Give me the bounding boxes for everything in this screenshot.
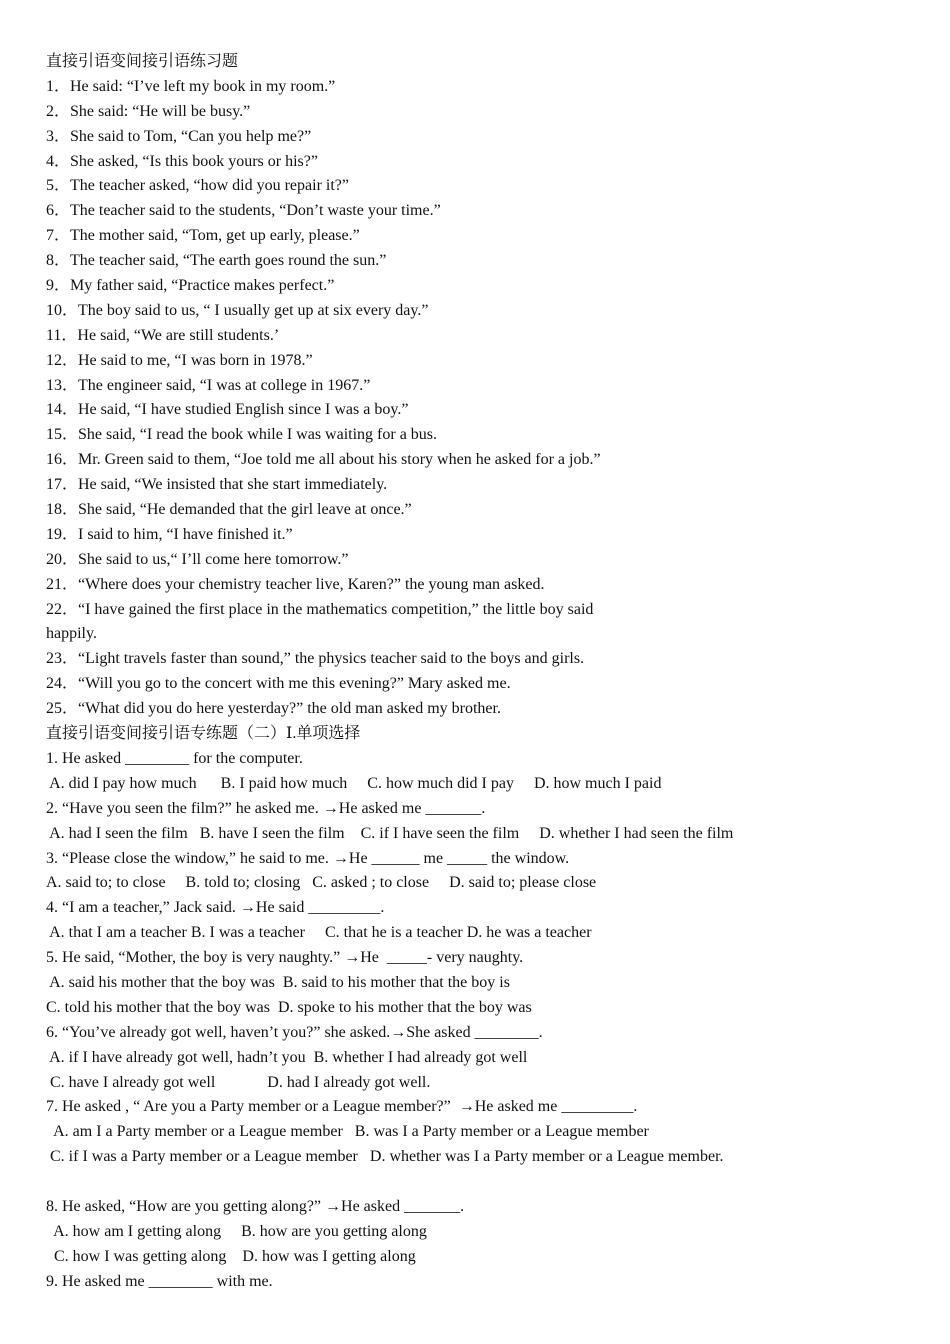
exercise-line: 2．She said: “He will be busy.”	[46, 102, 251, 120]
exercise-line: 19．I said to him, “I have finished it.”	[46, 525, 293, 543]
question-line: 7. He asked , “ Are you a Party member or a League member?” →He asked me _________.	[46, 1098, 638, 1116]
exercise-line: 20．She said to us,“ I’ll come here tomorrow.”	[46, 550, 349, 568]
options-line: A. said to; to close B. told to; closing C. asked ; to close D. said to; please close	[46, 874, 597, 892]
exercise-line: 15．She said, “I read the book while I was waiting for a bus.	[46, 426, 438, 444]
options-line: A. had I seen the film B. have I seen the film C. if I have seen the film D. whether I had seen the film	[46, 824, 734, 842]
exercise-line: 7．The mother said, “Tom, get up early, please.”	[46, 227, 360, 245]
title-practice: 直接引语变间接引语练习题	[46, 53, 239, 70]
question-line: 3. “Please close the window,” he said to me. →He ______ me _____ the window.	[46, 849, 570, 867]
exercise-line: 9．My father said, “Practice makes perfect.”	[46, 277, 335, 295]
exercise-line: 16．Mr. Green said to them, “Joe told me all about his story when he asked for a job.”	[46, 451, 601, 469]
exercise-line: 13．The engineer said, “I was at college in 1967.”	[46, 376, 371, 394]
exercise-line: 4．She asked, “Is this book yours or his?”	[46, 152, 318, 170]
question-line: 4. “I am a teacher,” Jack said. →He said _________.	[46, 899, 385, 917]
exercise-line: 10．The boy said to us, “ I usually get up at six every day.”	[46, 301, 429, 319]
question-line: 2. “Have you seen the film?” he asked me. →He asked me _______.	[46, 799, 486, 817]
options-line: A. how am I getting along B. how are you getting along	[46, 1222, 427, 1240]
exercise-line: 11．He said, “We are still students.’	[46, 326, 280, 344]
exercise-line: 18．She said, “He demanded that the girl leave at once.”	[46, 501, 412, 519]
exercise-line: 24．“Will you go to the concert with me this evening?” Mary asked me.	[46, 675, 511, 693]
exercise-line: 5．The teacher asked, “how did you repair it?”	[46, 177, 349, 195]
options-line: A. said his mother that the boy was B. said to his mother that the boy is	[46, 973, 510, 991]
options-line: A. that I am a teacher B. I was a teacher C. that he is a teacher D. he was a teacher	[46, 924, 592, 942]
options-line: A. did I pay how much B. I paid how much C. how much did I pay D. how much I paid	[46, 774, 662, 792]
exercise-line: 14．He said, “I have studied English since I was a boy.”	[46, 401, 409, 419]
exercise-line: 21．“Where does your chemistry teacher live, Karen?” the young man asked.	[46, 575, 545, 593]
question-line: 5. He said, “Mother, the boy is very naughty.” →He _____- very naughty.	[46, 949, 524, 967]
options-line: A. am I a Party member or a League member B. was I a Party member or a League member	[46, 1123, 649, 1141]
document-page	[46, 50, 926, 1295]
exercise-line: 6．The teacher said to the students, “Don’t waste your time.”	[46, 202, 441, 220]
exercise-line: 3．She said to Tom, “Can you help me?”	[46, 127, 312, 145]
exercise-list	[46, 75, 926, 722]
question-line: 8. He asked, “How are you getting along?” →He asked _______.	[46, 1197, 465, 1215]
question-line: 6. “You’ve already got well, haven’t you?” she asked.→She asked ________.	[46, 1023, 543, 1041]
title-multiple-choice: 直接引语变间接引语专练题（二）Ⅰ.单项选择	[46, 725, 361, 743]
exercise-line: 1．He said: “I’ve left my book in my room.”	[46, 77, 336, 95]
question-line: 9. He asked me ________ with me.	[46, 1272, 273, 1290]
options-line: A. if I have already got well, hadn’t you B. whether I had already got well	[46, 1048, 528, 1066]
exercise-line: 12．He said to me, “I was born in 1978.”	[46, 351, 313, 369]
exercise-line: 17．He said, “We insisted that she start immediately.	[46, 476, 388, 494]
exercise-line: 23．“Light travels faster than sound,” the physics teacher said to the boys and girls.	[46, 650, 585, 668]
exercise-line: happily.	[46, 625, 97, 643]
exercise-line: 8．The teacher said, “The earth goes round the sun.”	[46, 252, 387, 270]
blank-line	[46, 1170, 926, 1195]
options-line: C. have I already got well D. had I already got well.	[46, 1073, 431, 1091]
exercise-line: 25．“What did you do here yesterday?” the old man asked my brother.	[46, 700, 501, 718]
options-line: C. if I was a Party member or a League member D. whether was I a Party member or a League member.	[46, 1148, 724, 1166]
options-line: C. how I was getting along D. how was I getting along	[46, 1247, 416, 1265]
exercise-line: 22．“I have gained the first place in the mathematics competition,” the little boy said	[46, 600, 594, 618]
options-line: C. told his mother that the boy was D. spoke to his mother that the boy was	[46, 998, 532, 1016]
question-line: 1. He asked ________ for the computer.	[46, 749, 303, 767]
multiple-choice-list	[46, 747, 926, 1295]
